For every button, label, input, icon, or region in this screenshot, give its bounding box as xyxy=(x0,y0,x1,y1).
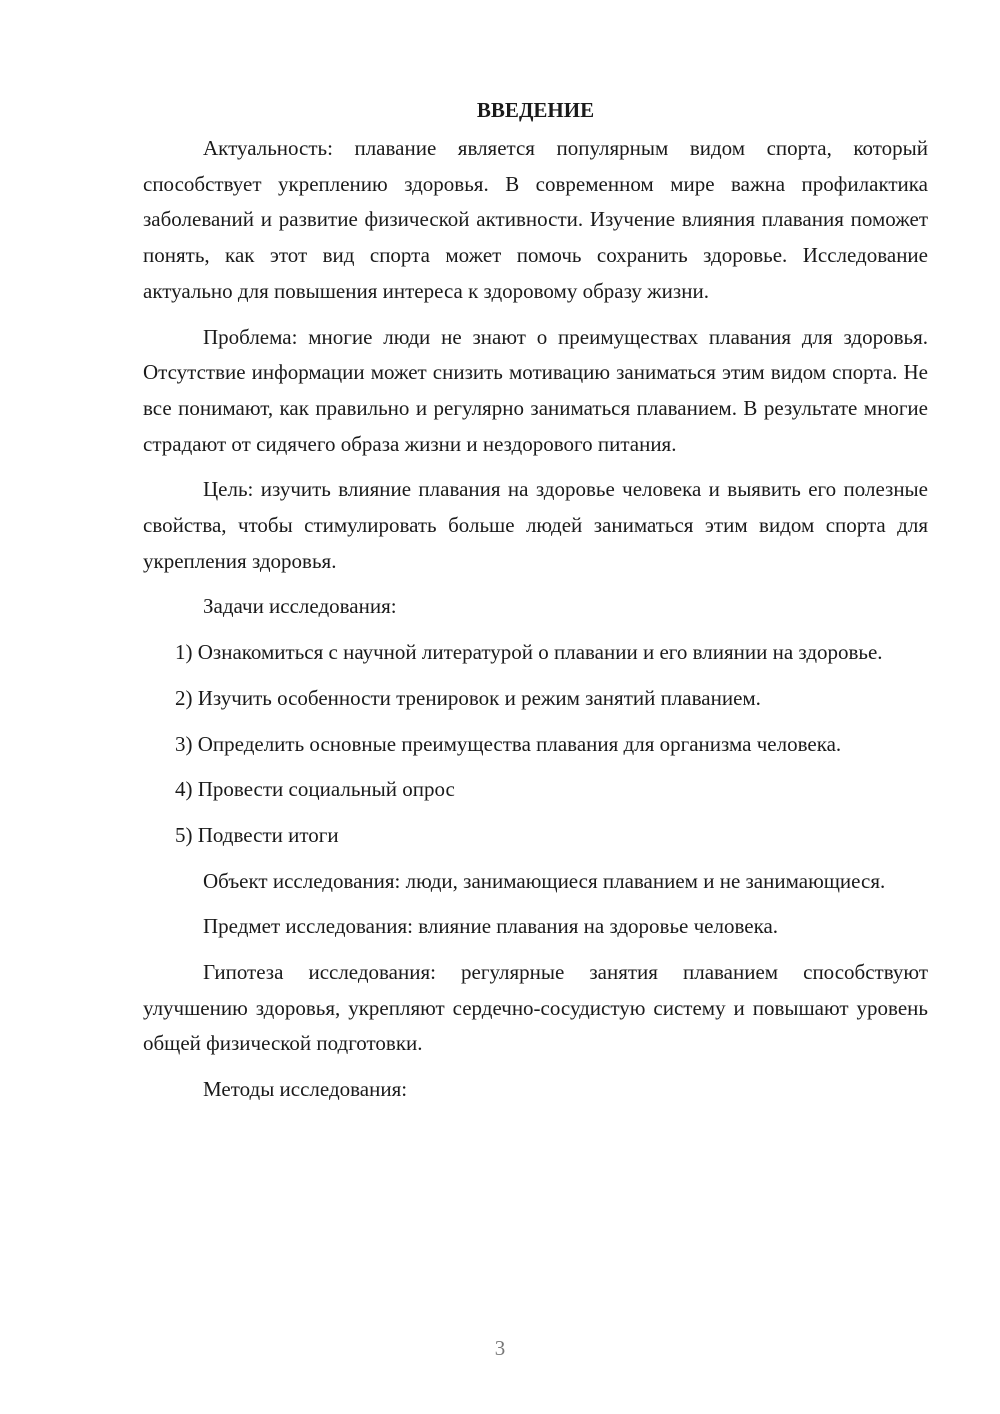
paragraph-object: Объект исследования: люди, занимающиеся плаванием и не занимающиеся. xyxy=(203,868,886,893)
paragraph-relevance: Актуальность: плавание является популярным видом спорта, который способствует укреплению здоровья. В современном мире важна профилактика заболеваний и развитие физической активности. Изучение влияния плавания поможет понять, как этот вид спорта может помочь сохранить здоровье. Исследование актуально для повышения интереса к здоровому образу жизни. xyxy=(143,136,928,303)
task-item-4: 4) Провести социальный опрос xyxy=(175,777,455,802)
task-item-1: 1) Ознакомиться с научной литературой о плавании и его влиянии на здоровье. xyxy=(175,640,883,665)
tasks-heading: Задачи исследования: xyxy=(203,594,397,619)
paragraph-goal: Цель: изучить влияние плавания на здоровье человека и выявить его полезные свойства, чтобы стимулировать больше людей заниматься этим видом спорта для укрепления здоровья. xyxy=(143,477,928,573)
page-number: 3 xyxy=(494,1336,506,1360)
task-item-3: 3) Определить основные преимущества плавания для организма человека. xyxy=(175,731,842,756)
paragraph-subject: Предмет исследования: влияние плавания на здоровье человека. xyxy=(203,914,779,939)
page-content xyxy=(143,95,928,1118)
section-title: ВВЕДЕНИЕ xyxy=(476,98,595,122)
paragraph-problem: Проблема: многие люди не знают о преимуществах плавания для здоровья. Отсутствие информации может снизить мотивацию заниматься этим видом спорта. Не все понимают, как правильно и регулярно заниматься плаванием. В результате многие страдают от сидячего образа жизни и нездорового питания. xyxy=(143,324,928,456)
methods-heading: Методы исследования: xyxy=(203,1077,408,1102)
task-item-2: 2) Изучить особенности тренировок и режим занятий плаванием. xyxy=(175,685,761,710)
paragraph-hypothesis: Гипотеза исследования: регулярные занятия плаванием способствуют улучшению здоровья, укрепляют сердечно-сосудистую систему и повышают уровень общей физической подготовки. xyxy=(143,960,928,1056)
task-item-5: 5) Подвести итоги xyxy=(175,822,339,847)
